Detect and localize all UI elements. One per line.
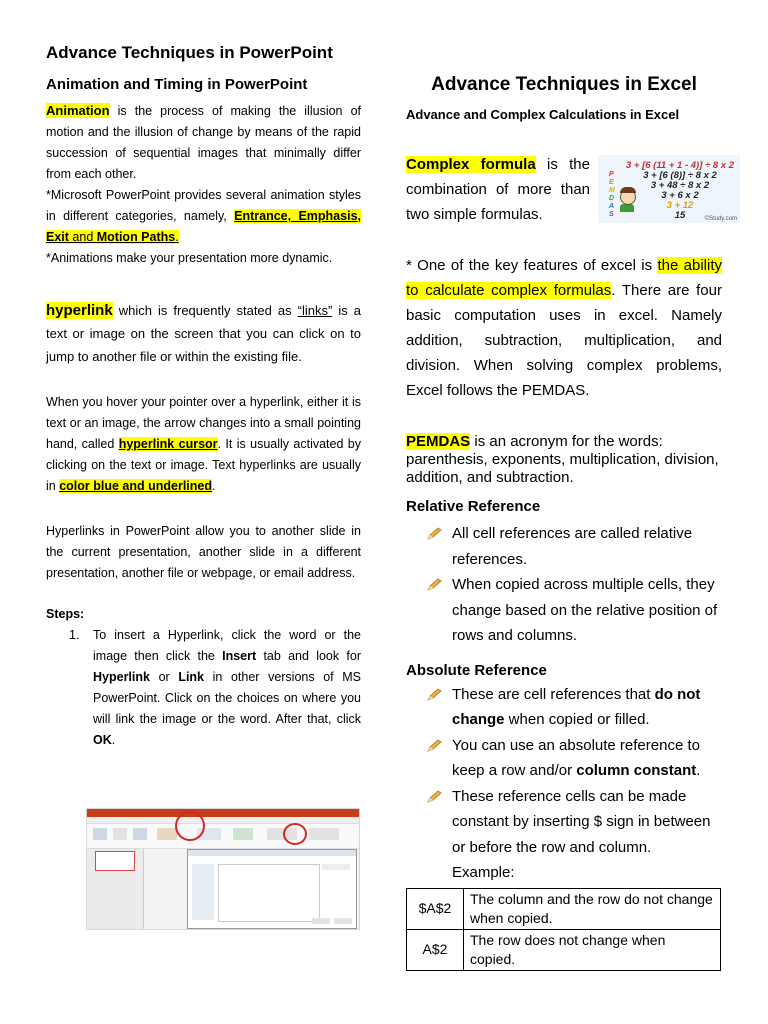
steps-list (46, 625, 361, 751)
red-circle-icon (283, 823, 307, 845)
letter-p: P (609, 171, 614, 178)
excel-subtitle: Advance and Complex Calculations in Excel (406, 107, 680, 122)
pencil-icon (426, 578, 442, 592)
complex-formula-definition (406, 152, 590, 227)
insert-hyperlink-dialog (187, 849, 357, 929)
ok-word: OK (93, 733, 112, 747)
pemdas-line-6: 15 (674, 210, 686, 221)
steps-label: Steps: (46, 607, 85, 621)
animation-subtitle: Animation and Timing in PowerPoint (46, 76, 308, 93)
complex-def-text: is the combination of more than two simple formulas. (406, 156, 590, 223)
do-not-change: do not change (452, 685, 701, 728)
column-constant: column constant (576, 762, 697, 779)
color-blue-underlined: color blue and underlined (59, 479, 212, 493)
animation-dynamic: *Animations make your presentation more dynamic. (46, 251, 333, 265)
example-label (406, 860, 722, 886)
pemdas-line-4: 3 + 6 x 2 (661, 190, 699, 201)
pemdas-image (598, 155, 740, 223)
pemdas-definition (406, 433, 722, 487)
excel-feature-paragraph (406, 253, 722, 403)
table-cell-desc: The column and the row do not change when copied. (464, 888, 721, 929)
absolute-reference-title: Absolute Reference (406, 661, 547, 679)
hover-mid: . It is usually activated by clicking on the text or image. Text hyperlinks are usually in (46, 437, 362, 493)
pencil-icon (426, 739, 442, 753)
ribbon-titlebar (87, 809, 359, 817)
ribbon-toolbar (87, 824, 359, 849)
abs1-text-c: when copied or filled. (504, 711, 650, 728)
list-item (406, 521, 722, 572)
slide-panel (87, 849, 144, 929)
abs2-text-c: . (696, 762, 701, 779)
pemdas-line-2: 3 + [6 (8)] ÷ 8 x 2 (643, 170, 717, 181)
anim-entrance-emphasis-exit: Entrance, Emphasis, Exit (46, 209, 361, 244)
hover-end: . (212, 479, 216, 493)
table-cell-ref: A$2 (407, 929, 464, 970)
list-item (46, 625, 361, 751)
absolute-reference-list (406, 682, 722, 886)
relative-item-text: When copied across multiple cells, they change based on the relative position of rows and columns. (452, 576, 718, 644)
abs3-text: These reference cells can be made constant by inserting $ sign in between or before the row and column. (452, 787, 711, 856)
powerpoint-screenshot (86, 808, 360, 930)
step-number: 1. (69, 628, 80, 642)
letter-e: E (609, 179, 614, 186)
hyperlinks-powerpoint: Hyperlinks in PowerPoint allow you to another slide in the current presentation, another slide in a different presentation, another file or webpage, or email address. (46, 524, 361, 580)
table-row (407, 888, 721, 929)
ribbon-tabs (87, 817, 359, 824)
pemdas-letters (609, 171, 615, 219)
hyperlink-mid: which is frequently stated as (112, 303, 298, 318)
anim-styles-text: *Microsoft PowerPoint provides several animation styles in different categories, namely, (46, 188, 361, 223)
table-row (407, 929, 721, 970)
reference-table (406, 888, 721, 971)
animation-def-text: is the process of making the illusion of motion and the illusion of change by means of the rapid succession of sequential images that minimally differ from each other. (46, 104, 361, 181)
step-end: . (111, 733, 116, 747)
step-text-a: To insert a Hyperlink, click the word or the image then click the (93, 628, 361, 663)
study-credit: ©Study.com (704, 216, 737, 222)
letter-m: M (609, 187, 615, 194)
list-item (406, 733, 722, 784)
hyperlink-cursor: hyperlink cursor (118, 437, 218, 451)
step-text-c: in other versions of MS PowerPoint. Click on the choices on where you will link the image or the word. After that, click (93, 670, 362, 726)
feature-highlight: the ability to calculate complex formulas (406, 257, 722, 299)
letter-d: D (609, 195, 615, 202)
abs2-text-a: You can use an absolute reference to keep a row and/or (452, 736, 700, 779)
hyperlink-term: hyperlink (46, 302, 113, 319)
animation-definition (46, 100, 361, 185)
anim-and: and (68, 230, 97, 244)
feature-start: * One of the key features of excel is (406, 257, 658, 274)
pencil-icon (426, 790, 442, 804)
list-item (406, 784, 722, 861)
animation-styles (46, 185, 361, 248)
hover-start: When you hover your pointer over a hyperlink, either it is text or an image, the arrow changes into a small pointing hand, called (46, 395, 361, 451)
anim-dot: . (175, 230, 179, 244)
pencil-icon (426, 527, 442, 541)
pemdas-line-5: 3 + 12 (666, 200, 694, 211)
hyperlink-end: is a text or image on the screen that you can click on to jump to another file or within the existing file. (46, 303, 362, 364)
left-column (46, 40, 361, 751)
complex-formula-term: Complex formula (406, 156, 536, 173)
hyperlink-word: Hyperlink (93, 670, 150, 684)
powerpoint-title: Advance Techniques in PowerPoint (46, 43, 333, 62)
anim-motion-paths: Motion Paths (96, 230, 176, 244)
pemdas-line-3: 3 + 48 ÷ 8 x 2 (650, 180, 710, 191)
pemdas-line-1: 3 + [6 (11 + 1 - 4)] ÷ 8 x 2 (625, 160, 734, 171)
pencil-icon (426, 688, 442, 702)
hyperlink-definition (46, 299, 361, 368)
table-cell-desc: The row does not change when copied. (464, 929, 721, 970)
animation-term: Animation (46, 103, 110, 118)
abs1-text-a: These are cell references that (452, 685, 655, 703)
hover-paragraph (46, 392, 361, 497)
list-item (406, 572, 722, 649)
excel-title: Advance Techniques in Excel (431, 74, 697, 95)
example-text: Example: (452, 864, 515, 881)
table-cell-ref: $A$2 (407, 888, 464, 929)
feature-end: . There are four basic computation uses in excel. Namely addition, subtraction, multiplication, and division. When solving complex problems, Excel follows the PEMDAS. (406, 282, 722, 399)
relative-reference-list (406, 521, 722, 649)
red-circle-icon (175, 811, 205, 841)
links-word: “links” (297, 303, 333, 318)
list-item (406, 682, 722, 733)
pemdas-term: PEMDAS (406, 433, 471, 450)
step-text-b: tab and look for (256, 649, 361, 663)
link-word: Link (178, 670, 205, 684)
letter-s: S (609, 211, 614, 218)
step-or: or (149, 670, 179, 684)
letter-a: A (609, 203, 615, 210)
pemdas-def-text: is an acronym for the words: parenthesis, exponents, multiplication, division, addition, and subtraction. (406, 433, 719, 486)
relative-reference-title: Relative Reference (406, 498, 541, 515)
insert-word: Insert (222, 649, 257, 663)
relative-item-text: All cell references are called relative references. (452, 525, 693, 568)
